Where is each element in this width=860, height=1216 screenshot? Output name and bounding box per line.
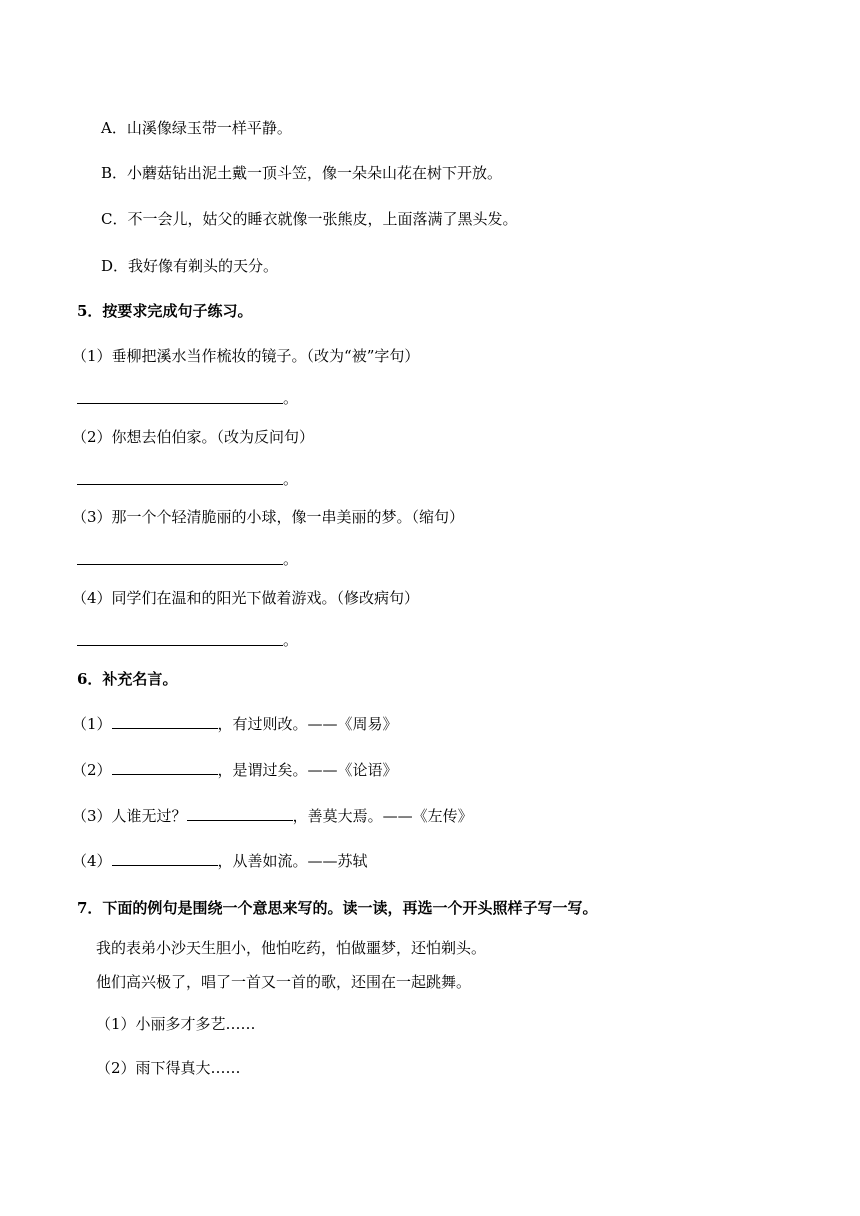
q6-item-suffix: ，是谓过矣。——《论语》 — [217, 761, 398, 779]
q5-answer-end-1: 。 — [283, 389, 299, 407]
option-text: 不一会儿，姑父的睡衣就像一张熊皮，上面落满了黑头发。 — [127, 210, 518, 228]
q5-item-4: （4）同学们在温和的阳光下做着游戏。（修改病句） — [72, 589, 420, 607]
q7-item-2: （2）雨下得真大…… — [96, 1059, 241, 1077]
q7-example-1: 我的表弟小沙天生胆小，他怕吃药，怕做噩梦，还怕剃头。 — [96, 939, 487, 957]
q6-item-prefix: （3） — [72, 807, 112, 825]
q7-example-2: 他们高兴极了，唱了一首又一首的歌，还围在一起跳舞。 — [96, 973, 472, 991]
q6-item-prefix: （1） — [72, 715, 112, 733]
q6-item-2 — [72, 760, 398, 780]
q6-blank-2[interactable] — [112, 760, 218, 775]
option-a — [101, 118, 292, 138]
option-letter: C． — [101, 210, 128, 228]
q6-item-suffix: ，有过则改。——《周易》 — [217, 715, 398, 733]
q6-item-1 — [72, 714, 398, 734]
q5-title: 5．按要求完成句子练习。 — [77, 302, 253, 320]
q6-item-prefix: （4） — [72, 852, 112, 870]
option-letter: A． — [101, 119, 127, 137]
q5-item-2: （2）你想去伯伯家。（改为反问句） — [72, 428, 315, 446]
option-d — [101, 256, 278, 276]
q5-answer-end-4: 。 — [283, 631, 299, 649]
q6-title: 6．补充名言。 — [77, 670, 178, 688]
q7-item-1: （1）小丽多才多艺…… — [96, 1015, 256, 1033]
q6-item-prefix: （2） — [72, 761, 112, 779]
q5-answer-end-2: 。 — [283, 470, 299, 488]
q6-item-3 — [72, 806, 473, 826]
q6-blank-1[interactable] — [112, 714, 218, 729]
q6-blank-3[interactable] — [187, 806, 293, 821]
q5-answer-end-3: 。 — [283, 550, 299, 568]
option-b — [101, 163, 502, 183]
q5-item-1: （1）垂柳把溪水当作梳妆的镜子。（改为“被”字句） — [72, 347, 420, 365]
option-text: 山溪像绿玉带一样平静。 — [126, 119, 292, 137]
q6-item-4 — [72, 851, 368, 871]
q7-title: 7．下面的例句是围绕一个意思来写的。读一读，再选一个开头照样子写一写。 — [77, 899, 598, 917]
q5-answer-line-1[interactable] — [77, 403, 283, 404]
option-text: 小蘑菇钻出泥土戴一顶斗笠，像一朵朵山花在树下开放。 — [127, 164, 503, 182]
q6-item-suffix: ，善莫大焉。——《左传》 — [292, 807, 473, 825]
option-text: 我好像有剃头的天分。 — [128, 257, 279, 275]
q6-blank-4[interactable] — [112, 851, 218, 866]
q5-answer-line-4[interactable] — [77, 645, 283, 646]
option-letter: B． — [101, 164, 128, 182]
q5-item-3: （3）那一个个轻清脆丽的小球，像一串美丽的梦。（缩句） — [72, 508, 465, 526]
q6-item-middle: 人谁无过？ — [111, 807, 187, 825]
q6-item-suffix: ，从善如流。——苏轼 — [217, 852, 368, 870]
option-letter: D． — [101, 257, 129, 275]
q5-answer-line-2[interactable] — [77, 484, 283, 485]
option-c — [101, 209, 518, 229]
q5-answer-line-3[interactable] — [77, 564, 283, 565]
